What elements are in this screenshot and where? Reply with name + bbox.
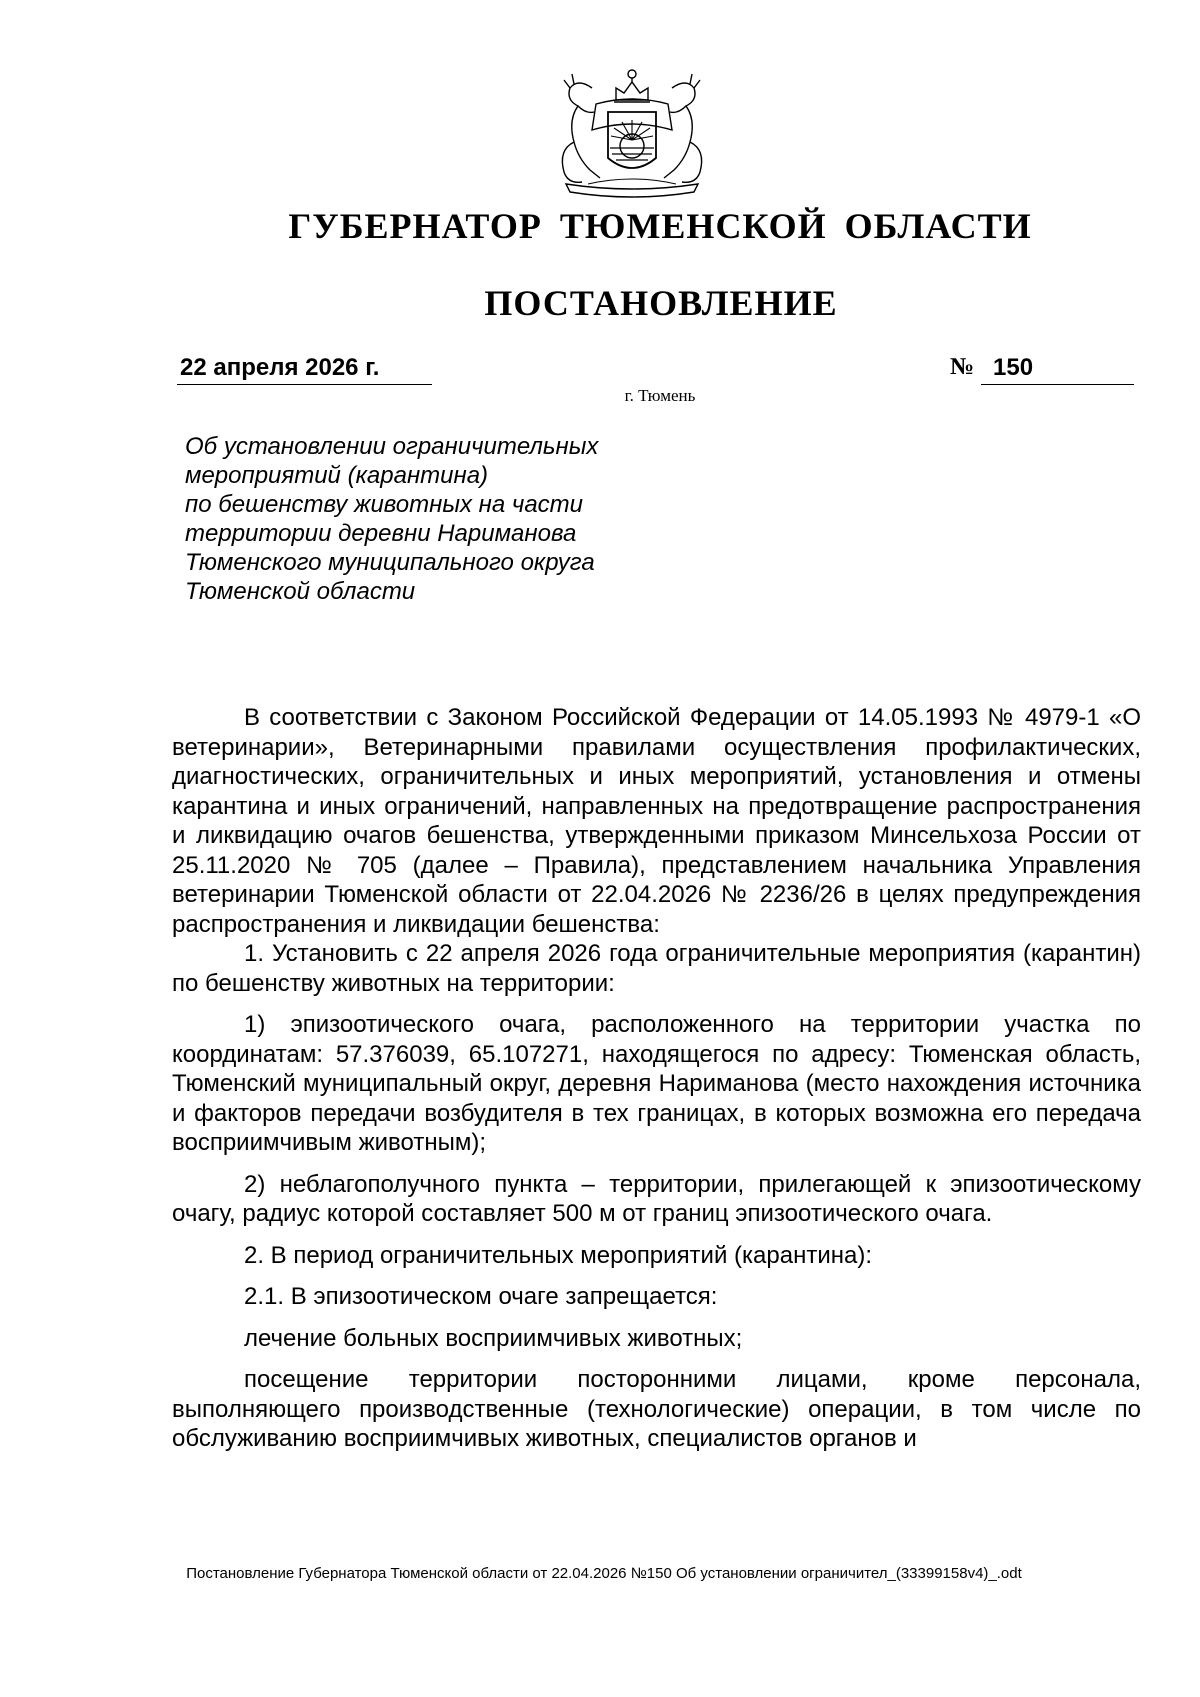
body-paragraph: 2) неблагополучного пункта – территории, прилегающей к эпизоотическому очагу, радиус которой составляет 500 м от границ эпизоотического очага. — [172, 1170, 1141, 1227]
body-paragraph: 1. Установить с 22 апреля 2026 года ограничительные мероприятия (карантин) по бешенству животных на территории: — [172, 940, 1141, 997]
number-field — [981, 354, 1134, 385]
page-footer: Постановление Губернатора Тюменской области от 22.04.2026 №150 Об установлении ограничител_(33399158v4)_.odt — [186, 1565, 1022, 1582]
document-subject — [185, 432, 685, 606]
coat-of-arms-icon — [548, 60, 716, 202]
issuer-title: ГУБЕРНАТОР ТЮМЕНСКОЙ ОБЛАСТИ — [288, 206, 1032, 246]
subject-line: территории деревни Нариманова — [185, 520, 577, 547]
subject-line: Тюменской области — [185, 578, 416, 605]
subject-line: мероприятий (карантина) — [185, 462, 489, 489]
date-field — [177, 354, 432, 385]
body-paragraph: 1) эпизоотического очага, расположенного на территории участка по координатам: 57.376039, 65.107271, находящегося по адресу: Тюменская область, Тюменский муниципальный округ, деревня Нариманова (место нахождения источника и факторов передачи возбудителя в тех границах, в которых возможна его передача восприимчивым животным); — [172, 1011, 1141, 1156]
preamble-paragraph: В соответствии с Законом Российской Федерации от 14.05.1993 № 4979-1 «О ветеринарии», Ветеринарными правилами осуществления профилактических, диагностических, ограничительных и иных мероприятий, установления и отмены карантина и иных ограничений, направленных на предотвращение распространения и ликвидацию очагов бешенства, утвержденными приказом Минсельхоза России от 25.11.2020 № 705 (далее – Правила), представлением начальника Управления ветеринарии Тюменской области от 22.04.2026 № 2236/26 в целях предупреждения распространения и ликвидации бешенства: — [172, 704, 1141, 938]
document-type: ПОСТАНОВЛЕНИЕ — [484, 283, 838, 323]
city: г. Тюмень — [624, 386, 696, 405]
document-number: 150 — [993, 354, 1034, 381]
subject-line: по бешенству животных на части — [185, 491, 584, 518]
body-paragraph: лечение больных восприимчивых животных; — [244, 1324, 743, 1352]
body-paragraph: 2.1. В эпизоотическом очаге запрещается: — [244, 1283, 718, 1310]
subject-line: Тюменского муниципального округа — [185, 549, 595, 576]
body-paragraph: 2. В период ограничительных мероприятий (карантина): — [244, 1241, 873, 1269]
document-date: 22 апреля 2026 г. — [180, 354, 380, 381]
number-label: № — [950, 354, 975, 380]
subject-line: Об установлении ограничительных — [185, 433, 599, 460]
document-body — [172, 703, 1141, 1466]
body-paragraph: посещение территории посторонними лицами, кроме персонала, выполняющего производственные (технологические) операции, в том числе по обслуживанию восприимчивых животных, специалистов органов и — [172, 1366, 1141, 1452]
